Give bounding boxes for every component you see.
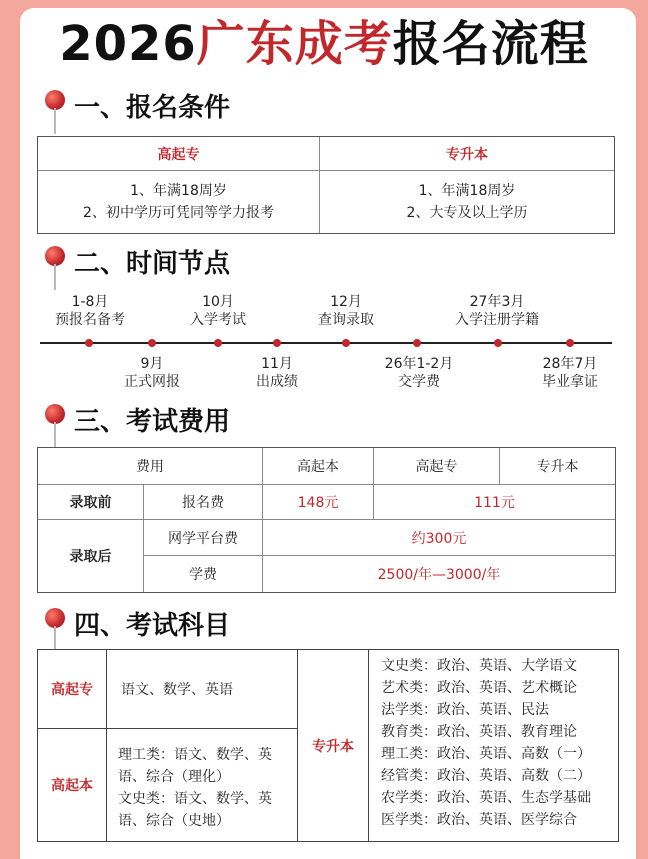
timeline-event: 12月 查询录取 [318,294,374,328]
fees-header-fee: 费用 [136,459,164,475]
timeline-event: 28年7月 毕业拿证 [542,356,598,390]
list-item: 文史类：政治、英语、大学语文 [381,658,577,674]
timeline-event: 10月 入学考试 [190,294,246,328]
pushpin-icon [44,608,66,654]
page-title [0,12,648,76]
list-item: 艺术类：政治、英语、艺术概论 [381,680,577,696]
subjects-zsb-list [381,655,591,831]
list-item: 理工类：语文、数学、英 [118,747,272,763]
fees-after-label: 录取后 [69,549,112,565]
timeline-event: 27年3月 入学注册学籍 [455,294,539,328]
condition-line: 1、年满18周岁 [418,183,516,199]
fees-reg-gqb: 148元 [297,495,339,511]
fees-platform-value: 约300元 [411,530,467,547]
subjects-gqb-label: 高起本 [51,778,93,794]
list-item: 经管类：政治、英语、高数（二） [381,768,591,784]
conditions-zsb-body [320,171,614,233]
conditions-table [37,136,615,234]
section-title: 二、时间节点 [74,249,231,279]
condition-line: 2、大专及以上学历 [406,205,528,221]
timeline-dot [214,339,222,347]
timeline-dot [85,339,93,347]
condition-line: 1、年满18周岁 [130,183,227,199]
subjects-gqb-list [118,744,272,832]
timeline-event: 26年1-2月 交学费 [384,356,454,390]
timeline-dot [494,339,502,347]
list-item: 教育类：政治、英语、教育理论 [381,724,577,740]
list-item: 语、综合（理化） [118,769,230,785]
timeline-event: 11月 出成绩 [256,356,298,390]
fees-header-gqb: 高起本 [297,459,339,475]
section-title: 四、考试科目 [74,611,231,641]
fees-tuition-label: 学费 [189,567,217,583]
section-title: 三、考试费用 [74,407,231,437]
fees-header-gqz: 高起专 [415,459,458,475]
list-item: 医学类：政治、英语、医学综合 [381,812,577,828]
list-item: 理工类：政治、英语、高数（一） [381,746,591,762]
fees-tuition-value: 2500/年—3000/年 [377,567,501,583]
condition-line: 2、初中学历可凭同等学力报考 [83,205,274,221]
section-heading-conditions [44,90,344,126]
title-year: 2026 [59,16,197,72]
list-item: 文史类：语文、数学、英 [118,791,272,807]
section-heading-subjects [44,608,344,644]
section-heading-fees [44,404,344,440]
conditions-header-zsb: 专升本 [446,146,488,163]
conditions-header-gqz: 高起专 [157,146,200,163]
timeline-dot [566,339,574,347]
fees-reg-other: 111元 [474,495,515,511]
subjects-table [37,649,619,842]
list-item: 法学类：政治、英语、民法 [381,702,549,718]
timeline-axis [40,342,612,344]
timeline-event: 9月 正式网报 [124,356,180,390]
list-item: 农学类：政治、英语、生态学基础 [381,790,591,806]
fees-reg-label: 报名费 [182,495,224,511]
timeline-dot [148,339,156,347]
fees-platform-label: 网学平台费 [168,530,238,547]
list-item: 语、综合（史地） [118,813,230,829]
fees-table [37,447,616,593]
section-title: 一、报名条件 [74,93,231,123]
timeline-dot [342,339,350,347]
fees-header-zsb: 专升本 [536,459,579,475]
timeline-dot [413,339,421,347]
title-rest: 报名流程 [392,16,589,72]
pushpin-icon [44,404,66,450]
subjects-zsb-label: 专升本 [312,738,354,755]
timeline-event: 1-8月 预报名备考 [55,294,125,328]
pushpin-icon [44,246,66,292]
title-highlight: 广东成考 [196,16,393,72]
section-heading-timeline [44,246,344,282]
timeline-dot [273,339,281,347]
conditions-gqz-body [38,171,319,233]
fees-before-label: 录取前 [69,495,112,511]
subjects-gqz-label: 高起专 [51,682,93,698]
pushpin-icon [44,90,66,136]
subjects-gqz-text: 语文、数学、英语 [121,682,233,698]
